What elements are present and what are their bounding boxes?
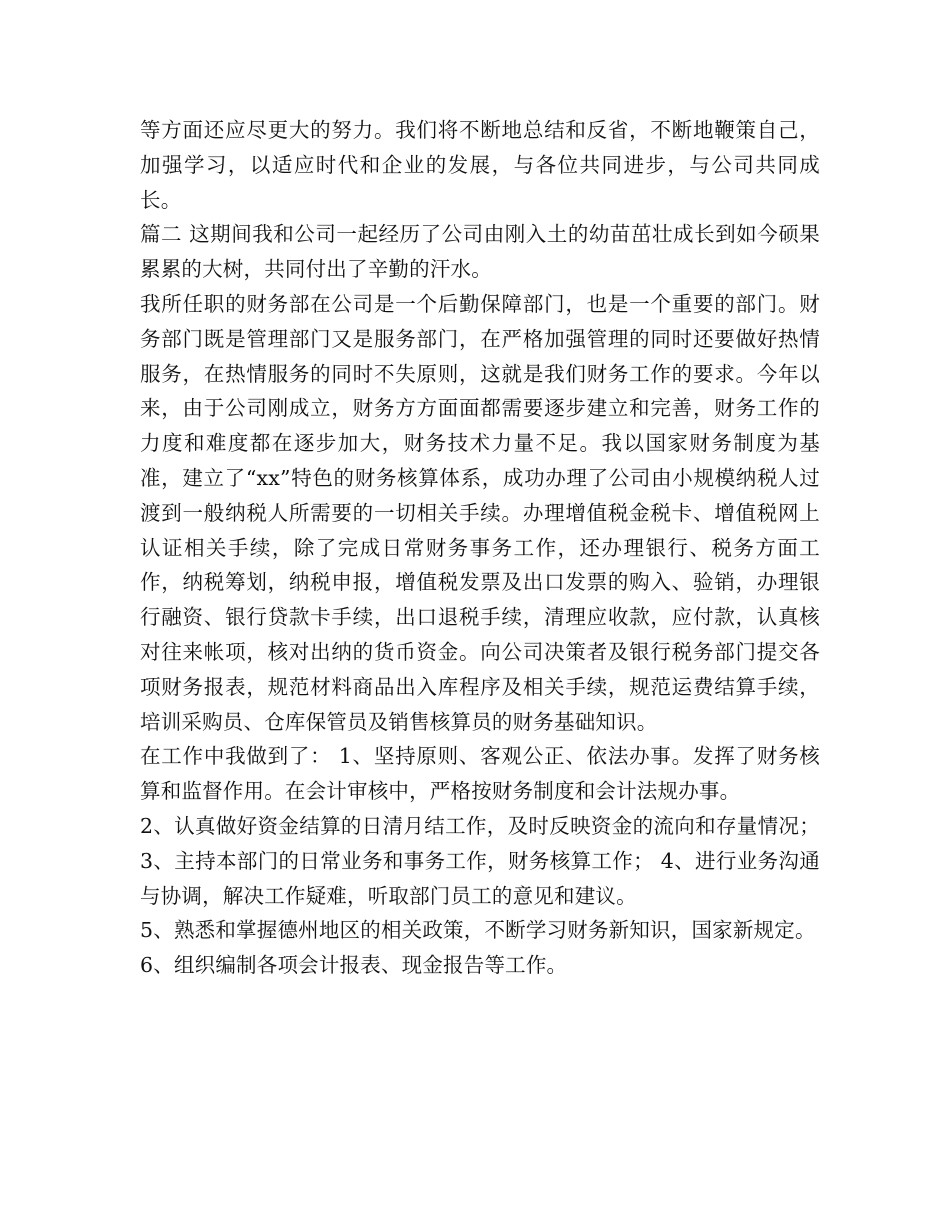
paragraph-achievement-1: 在工作中我做到了： 1、坚持原则、客观公正、依法办事。发挥了财务核算和监督作用。在会计审核中，严格按财务制度和会计法规办事。 <box>140 744 820 804</box>
document-page <box>140 113 820 983</box>
paragraph-achievement-2-4: 2、认真做好资金结算的日清月结工作，及时反映资金的流向和存量情况； 3、主持本部门的日常业务和事务工作，财务核算工作； 4、进行业务沟通与协调，解决工作疑难，听取部门员工的意见和建议。 <box>140 813 820 908</box>
paragraph-finance-department: 我所任职的财务部在公司是一个后勤保障部门，也是一个重要的部门。财务部门既是管理部门又是服务部门，在严格加强管理的同时还要做好热情服务，在热情服务的同时不失原则，这就是我们财务工作的要求。今年以来，由于公司刚成立，财务方方面面都需要逐步建立和完善，财务工作的力度和难度都在逐步加大，财务技术力量不足。我以国家财务制度为基准，建立了“xx”特色的财务核算体系，成功办理了公司由小规模纳税人过渡到一般纳税人所需要的一切相关手续。办理增值税金税卡、增值税网上认证相关手续，除了完成日常财务事务工作，还办理银行、税务方面工作，纳税筹划，纳税申报，增值税发票及出口发票的购入、验销，办理银行融资、银行贷款卡手续，出口退税手续，清理应收款，应付款，认真核对往来帐项，核对出纳的货币资金。向公司决策者及银行税务部门提交各项财务报表，规范材料商品出入库程序及相关手续，规范运费结算手续，培训采购员、仓库保管员及销售核算员的财务基础知识。 <box>140 291 820 734</box>
paragraph-achievement-6: 6、组织编制各项会计报表、现金报告等工作。 <box>140 953 568 978</box>
paragraph-closing: 等方面还应尽更大的努力。我们将不断地总结和反省，不断地鞭策自己，加强学习，以适应时代和企业的发展，与各位共同进步，与公司共同成长。 <box>140 118 820 212</box>
paragraph-section-two-intro: 篇二 这期间我和公司一起经历了公司由刚入土的幼苗茁壮成长到如今硕果累累的大树，共同付出了辛勤的汗水。 <box>140 222 820 282</box>
paragraph-achievement-5: 5、熟悉和掌握德州地区的相关政策，不断学习财务新知识，国家新规定。 <box>140 918 816 943</box>
